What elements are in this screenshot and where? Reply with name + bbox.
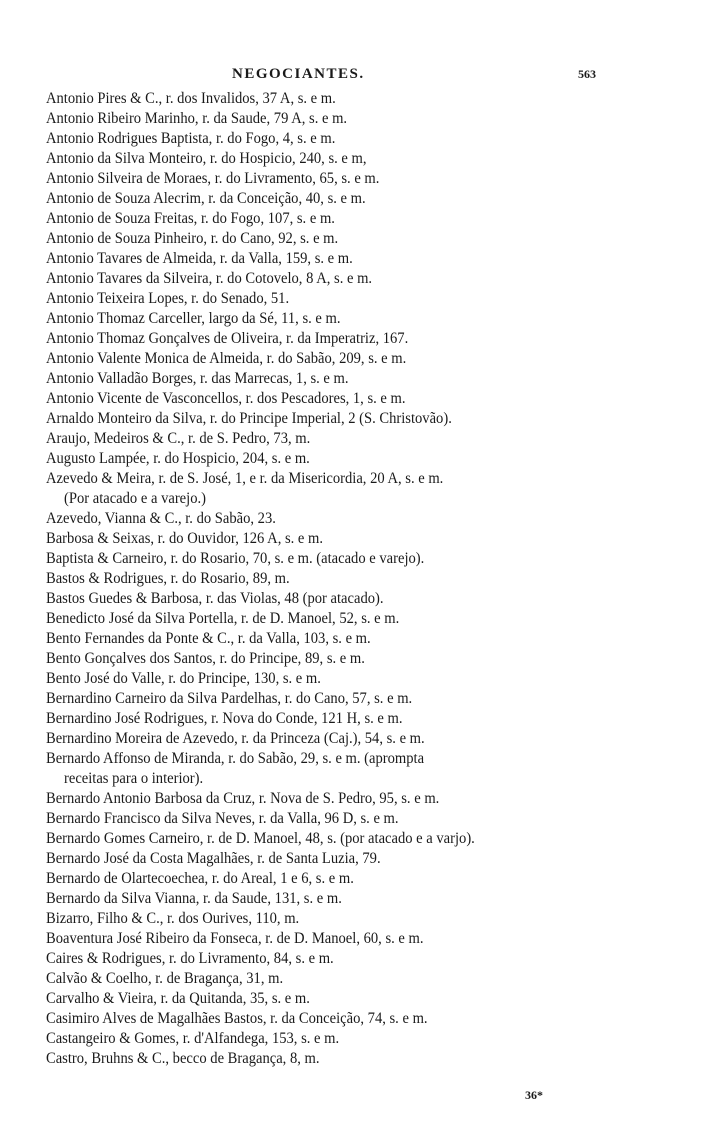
- directory-entry: Antonio de Souza Pinheiro, r. do Cano, 92, s. e m.: [46, 229, 339, 247]
- directory-entry: Araujo, Medeiros & C., r. de S. Pedro, 73, m.: [46, 429, 311, 447]
- directory-entry: Bernardino José Rodrigues, r. Nova do Conde, 121 H, s. e m.: [46, 709, 403, 727]
- directory-entry: Antonio Valente Monica de Almeida, r. do Sabão, 209, s. e m.: [46, 349, 407, 367]
- directory-entry: Bernardo de Olartecoechea, r. do Areal, 1 e 6, s. e m.: [46, 869, 354, 887]
- directory-entry: Calvão & Coelho, r. de Bragança, 31, m.: [46, 969, 284, 987]
- directory-entry: Antonio Tavares de Almeida, r. da Valla, 159, s. e m.: [46, 249, 353, 267]
- directory-entry: Antonio de Souza Alecrim, r. da Conceição, 40, s. e m.: [46, 189, 366, 207]
- directory-entry: Bastos Guedes & Barbosa, r. das Violas, 48 (por atacado).: [46, 589, 384, 607]
- directory-entry: Bernardino Carneiro da Silva Pardelhas, r. do Cano, 57, s. e m.: [46, 689, 413, 707]
- directory-entry: Castangeiro & Gomes, r. d'Alfandega, 153, s. e m.: [46, 1029, 340, 1047]
- running-header: [0, 66, 704, 88]
- directory-entry: Antonio da Silva Monteiro, r. do Hospicio, 240, s. e m,: [46, 149, 367, 167]
- directory-entry: Antonio Pires & C., r. dos Invalidos, 37 A, s. e m.: [46, 89, 336, 107]
- directory-entry: Antonio Tavares da Silveira, r. do Cotovelo, 8 A, s. e m.: [46, 269, 373, 287]
- directory-entry: Bernardino Moreira de Azevedo, r. da Princeza (Caj.), 54, s. e m.: [46, 729, 425, 747]
- directory-entry: Caires & Rodrigues, r. do Livramento, 84, s. e m.: [46, 949, 334, 967]
- directory-entry: Baptista & Carneiro, r. do Rosario, 70, s. e m. (atacado e varejo).: [46, 549, 425, 567]
- directory-entry: Benedicto José da Silva Portella, r. de D. Manoel, 52, s. e m.: [46, 609, 400, 627]
- page-number: 563: [578, 67, 596, 81]
- directory-entry: Antonio Valladão Borges, r. das Marrecas, 1, s. e m.: [46, 369, 349, 387]
- directory-entry: Bernardo Gomes Carneiro, r. de D. Manoel, 48, s. (por atacado e a varjo).: [46, 829, 475, 847]
- directory-entry: Bento Gonçalves dos Santos, r. do Principe, 89, s. e m.: [46, 649, 365, 667]
- directory-entry: Augusto Lampée, r. do Hospicio, 204, s. e m.: [46, 449, 310, 467]
- directory-entry: Antonio Thomaz Carceller, largo da Sé, 11, s. e m.: [46, 309, 341, 327]
- merchant-directory-list: [46, 88, 666, 1068]
- directory-entry: Antonio Teixeira Lopes, r. do Senado, 51.: [46, 289, 290, 307]
- directory-entry: Bizarro, Filho & C., r. dos Ourives, 110, m.: [46, 909, 300, 927]
- directory-entry: Antonio Ribeiro Marinho, r. da Saude, 79 A, s. e m.: [46, 109, 348, 127]
- directory-entry: Antonio Silveira de Moraes, r. do Livramento, 65, s. e m.: [46, 169, 380, 187]
- directory-entry: Bento José do Valle, r. do Principe, 130, s. e m.: [46, 669, 321, 687]
- directory-entry: Castro, Bruhns & C., becco de Bragança, 8, m.: [46, 1049, 320, 1067]
- directory-entry: Arnaldo Monteiro da Silva, r. do Principe Imperial, 2 (S. Christovão).: [46, 409, 452, 427]
- directory-entry: Carvalho & Vieira, r. da Quitanda, 35, s. e m.: [46, 989, 310, 1007]
- directory-entry: Azevedo & Meira, r. de S. José, 1, e r. da Misericordia, 20 A, s. e m.: [46, 469, 444, 487]
- directory-entry: Barbosa & Seixas, r. do Ouvidor, 126 A, s. e m.: [46, 529, 324, 547]
- directory-entry: Bento Fernandes da Ponte & C., r. da Valla, 103, s. e m.: [46, 629, 371, 647]
- page-title: NEGOCIANTES.: [232, 66, 365, 82]
- directory-entry-continuation: receitas para o interior).: [64, 769, 204, 787]
- directory-entry: Bernardo José da Costa Magalhães, r. de Santa Luzia, 79.: [46, 849, 381, 867]
- directory-entry-continuation: (Por atacado e a varejo.): [64, 489, 206, 507]
- directory-entry: Bastos & Rodrigues, r. do Rosario, 89, m.: [46, 569, 290, 587]
- directory-entry: Bernardo Antonio Barbosa da Cruz, r. Nova de S. Pedro, 95, s. e m.: [46, 789, 440, 807]
- directory-entry: Bernardo da Silva Vianna, r. da Saude, 131, s. e m.: [46, 889, 342, 907]
- directory-entry: Azevedo, Vianna & C., r. do Sabão, 23.: [46, 509, 276, 527]
- directory-entry: Antonio Thomaz Gonçalves de Oliveira, r. da Imperatriz, 167.: [46, 329, 409, 347]
- directory-entry: Bernardo Affonso de Miranda, r. do Sabão, 29, s. e m. (aprompta: [46, 749, 425, 767]
- directory-entry: Antonio de Souza Freitas, r. do Fogo, 107, s. e m.: [46, 209, 335, 227]
- signature-mark: 36*: [525, 1088, 543, 1102]
- directory-entry: Casimiro Alves de Magalhães Bastos, r. da Conceição, 74, s. e m.: [46, 1009, 428, 1027]
- directory-entry: Bernardo Francisco da Silva Neves, r. da Valla, 96 D, s. e m.: [46, 809, 399, 827]
- directory-entry: Antonio Rodrigues Baptista, r. do Fogo, 4, s. e m.: [46, 129, 336, 147]
- directory-entry: Boaventura José Ribeiro da Fonseca, r. de D. Manoel, 60, s. e m.: [46, 929, 424, 947]
- directory-entry: Antonio Vicente de Vasconcellos, r. dos Pescadores, 1, s. e m.: [46, 389, 406, 407]
